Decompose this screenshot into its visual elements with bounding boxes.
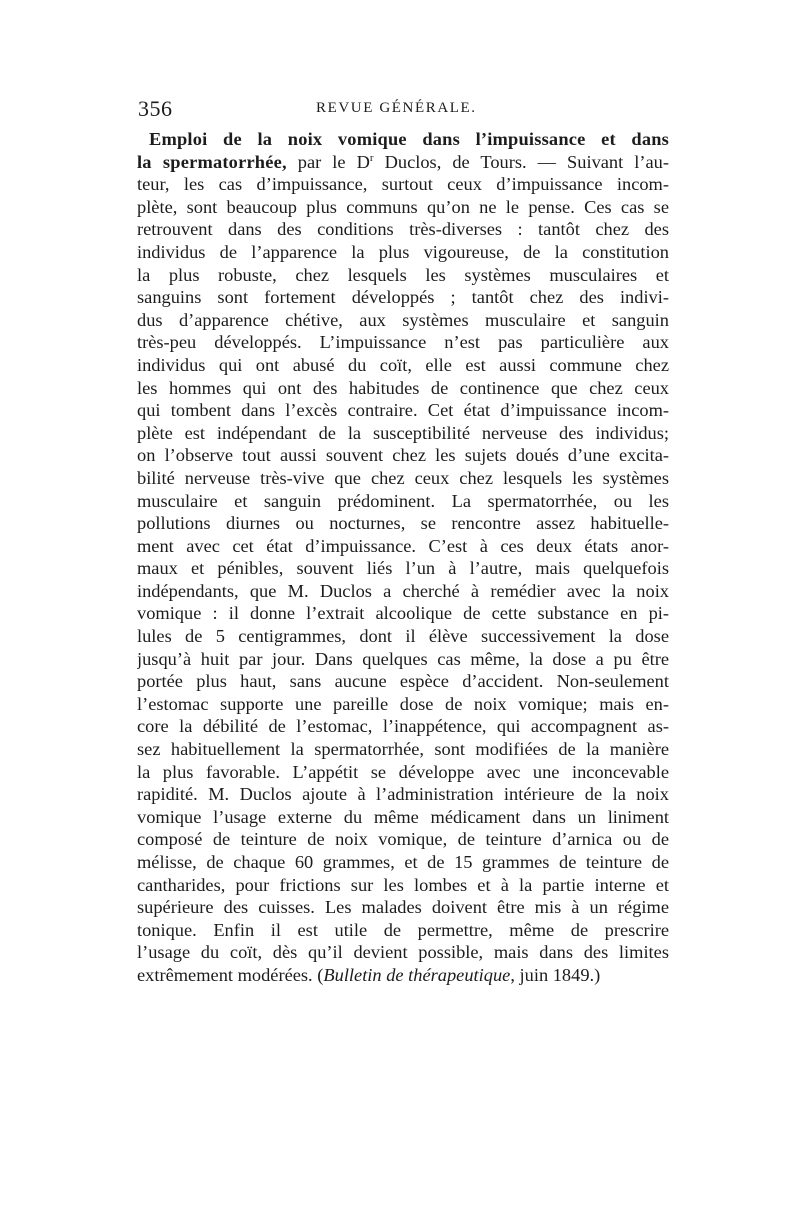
article-line: la plus robuste, chez lesquels les systèmes musculaires et <box>137 264 669 285</box>
article-line: teur, les cas d’impuissance, surtout ceux d’impuissance incom- <box>137 174 669 195</box>
article-line-last <box>137 964 669 987</box>
article-line: bilité nerveuse très-vive que chez ceux chez lesquels les systèmes <box>137 467 669 488</box>
article-title-continued: la spermatorrhée, <box>137 151 287 172</box>
article-line: indépendants, que M. Duclos a cherché à remédier avec la noix <box>137 580 669 601</box>
article-line: rapidité. M. Duclos ajoute à l’administration intérieure de la noix <box>137 784 669 805</box>
article-line: plète, sont beaucoup plus communs qu’on ne le pense. Ces cas se <box>137 196 669 217</box>
article-line: vomique l’usage externe du même médicament dans un liniment <box>137 806 669 827</box>
article-title: Emploi de la noix vomique dans l’impuissance et dans <box>149 129 669 149</box>
article-line: composé de teinture de noix vomique, de teinture d’arnica ou de <box>137 829 669 850</box>
article-line: plète est indépendant de la susceptibilité nerveuse des individus; <box>137 422 669 443</box>
article-title-line <box>137 128 669 151</box>
citation-date: , juin 1849.) <box>510 964 601 985</box>
running-title: REVUE GÉNÉRALE. <box>316 100 477 116</box>
article-line: maux et pénibles, souvent liés l’un à l’autre, mais quelquefois <box>137 558 669 579</box>
citation-journal: Bulletin de thérapeutique <box>323 964 511 985</box>
article-line: retrouvent dans des conditions très-diverses : tantôt chez des <box>137 219 669 240</box>
article-line: très-peu développés. L’impuissance n’est pas particulière aux <box>137 332 669 353</box>
article-body <box>137 128 669 987</box>
author-prefix: par le D <box>286 151 370 172</box>
article-line: ment avec cet état d’impuissance. C’est à ces deux états anor- <box>137 535 669 556</box>
citation-prefix: extrêmement modérées. ( <box>137 964 324 985</box>
article-line: musculaire et sanguin prédominent. La spermatorrhée, ou les <box>137 490 669 511</box>
article-line: lules de 5 centigrammes, dont il élève successivement la dose <box>137 626 669 647</box>
article-line: portée plus haut, sans aucune espèce d’accident. Non-seulement <box>137 671 669 692</box>
article-line: tonique. Enfin il est utile de permettre, même de prescrire <box>137 919 669 940</box>
page-header <box>138 96 668 120</box>
paragraph-lines <box>137 173 669 964</box>
article-line: la plus favorable. L’appétit se développe avec une inconcevable <box>137 761 669 782</box>
article-line: core la débilité de l’estomac, l’inappétence, qui accompagnent as- <box>137 716 669 737</box>
article-line: jusqu’à huit par jour. Dans quelques cas même, la dose a pu être <box>137 648 669 669</box>
article-line: individus qui ont abusé du coït, elle est aussi commune chez <box>137 354 669 375</box>
article-line: on l’observe tout aussi souvent chez les sujets doués d’une excita- <box>137 445 669 466</box>
article-line: l’usage du coït, dès qu’il devient possible, mais dans des limites <box>137 942 669 963</box>
doctor-superscript: r <box>369 151 374 164</box>
article-line: cantharides, pour frictions sur les lombes et à la partie interne et <box>137 874 669 895</box>
article-line: mélisse, de chaque 60 grammes, et de 15 grammes de teinture de <box>137 852 669 872</box>
article-line <box>137 151 669 174</box>
author-rest: Duclos, de Tours. — Suivant l’au- <box>373 151 669 172</box>
article-line: supérieure des cuisses. Les malades doivent être mis à un régime <box>137 897 669 918</box>
article-line: l’estomac supporte une pareille dose de noix vomique; mais en- <box>137 693 669 714</box>
article-line: dus d’apparence chétive, aux systèmes musculaire et sanguin <box>137 309 669 330</box>
article-line: sez habituellement la spermatorrhée, sont modifiées de la manière <box>137 739 669 760</box>
article-line: vomique : il donne l’extrait alcoolique de cette substance en pi- <box>137 603 669 624</box>
article-line: sanguins sont fortement développés ; tantôt chez des indivi- <box>137 287 669 308</box>
page-number: 356 <box>138 96 173 121</box>
article-line: pollutions diurnes ou nocturnes, se rencontre assez habituelle- <box>137 513 669 534</box>
article-line: qui tombent dans l’excès contraire. Cet état d’impuissance incom- <box>137 400 669 421</box>
article-line: les hommes qui ont des habitudes de continence que chez ceux <box>137 377 669 398</box>
article-line: individus de l’apparence la plus vigoureuse, de la constitution <box>137 241 669 262</box>
